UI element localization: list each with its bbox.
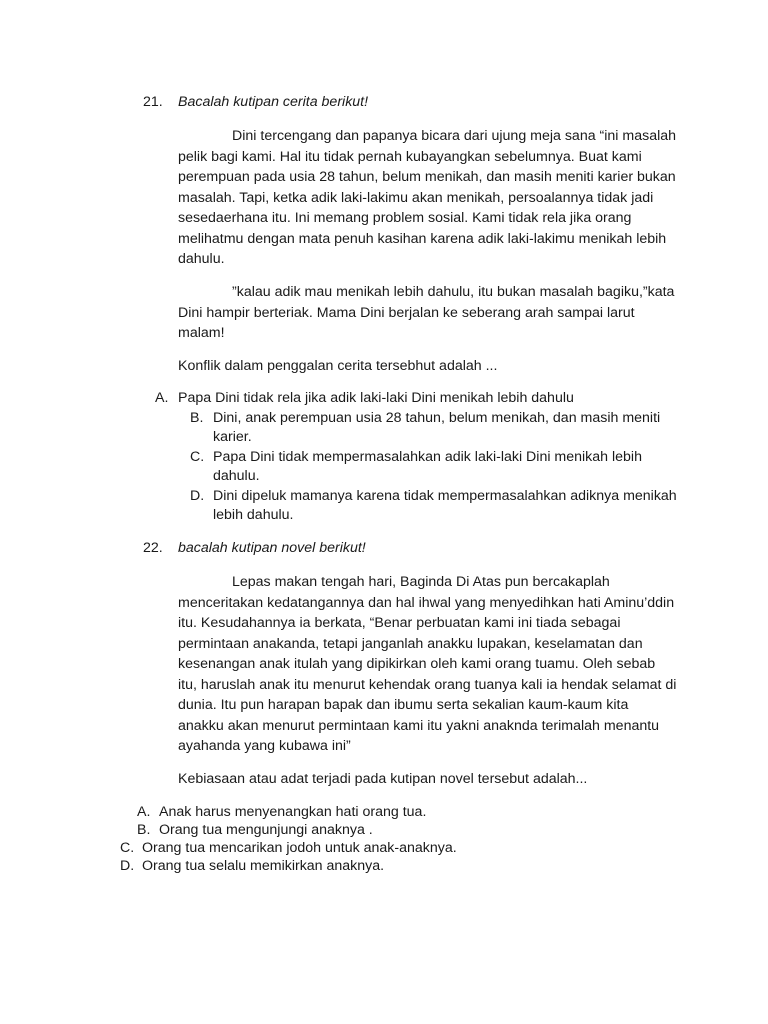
question-22-option-a[interactable] <box>137 803 426 822</box>
question-21-instruction: Bacalah kutipan cerita berikut! <box>178 94 369 110</box>
question-21-option-c[interactable] <box>155 448 685 487</box>
question-22-number: 22. <box>143 540 163 556</box>
question-21-option-b[interactable] <box>155 409 685 448</box>
question-22-option-c[interactable] <box>120 839 457 858</box>
question-21-heading <box>143 94 368 110</box>
question-21-options <box>155 389 685 526</box>
option-label: A. <box>137 804 151 820</box>
question-22-option-b[interactable] <box>137 821 373 840</box>
question-21-passage-paragraph-2: ”kalau adik mau menikah lebih dahulu, itu bukan masalah bagiku,”kata Dini hampir berteriak. Mama Dini berjalan ke seberang arah sampai larut malam! <box>178 284 675 341</box>
question-21-option-a[interactable] <box>155 389 685 409</box>
option-text: Orang tua selalu memikirkan anaknya. <box>142 858 385 874</box>
option-text: Dini, anak perempuan usia 28 tahun, belum menikah, dan masih meniti karier. <box>213 409 661 445</box>
question-22-instruction: bacalah kutipan novel berikut! <box>178 540 366 556</box>
question-21-passage-paragraph-1: Dini tercengang dan papanya bicara dari ujung meja sana “ini masalah pelik bagi kami. Hal itu tidak pernah kubayangkan sebelumnya. Buat kami perempuan pada usia 28 tahun, belum menikah, dan masih meniti karier bukan masalah. Tapi, ketka adik laki-lakimu akan menikah, persoalannya tidak jadi sesedaerhana itu. Ini memang problem sosial. Kami tidak rela jika orang melihatmu dengan mata penuh kasihan karena adik laki-lakimu menikah lebih dahulu. <box>178 128 677 267</box>
question-21-number: 21. <box>143 94 163 110</box>
question-22-passage-paragraph: Lepas makan tengah hari, Baginda Di Atas pun bercakaplah menceritakan kedatangannya dan hal ihwal yang menyedihkan hati Aminu’ddin itu. Kesudahannya ia berkata, “Benar perbuatan kami ini tiada sebagai permintaan anakanda, tetapi janganlah anakku lupakan, keselamatan dan kesenangan anak itulah yang dipikirkan oleh kami orang tuamu. Oleh sebab itu, haruslah anak itu menurut kehendak orang tuanya kali ia hendak selamat di dunia. Itu pun harapan bapak dan ibumu serta sekalian kaum-kaum kita anakku akan menurut permintaan kami itu yakni anaknda terimalah menantu ayahanda yang kubawa ini” <box>178 574 677 754</box>
option-text: Orang tua mengunjungi anaknya . <box>159 822 373 838</box>
option-text: Anak harus menyenangkan hati orang tua. <box>159 804 427 820</box>
option-label: D. <box>190 487 205 504</box>
option-text: Papa Dini tidak mempermasalahkan adik laki-laki Dini menikah lebih dahulu. <box>213 448 642 484</box>
option-label: C. <box>190 448 205 465</box>
option-label: A. <box>155 390 169 406</box>
question-22-heading <box>143 540 366 556</box>
option-label: D. <box>120 858 135 874</box>
question-21-option-d[interactable] <box>155 487 685 526</box>
question-22-prompt: Kebiasaan atau adat terjadi pada kutipan novel tersebut adalah... <box>178 771 588 787</box>
option-text: Papa Dini tidak rela jika adik laki-laki Dini menikah lebih dahulu <box>178 390 574 406</box>
option-label: B. <box>190 409 204 426</box>
question-21-prompt: Konflik dalam penggalan cerita tersebhut adalah ... <box>178 358 498 374</box>
option-text: Orang tua mencarikan jodoh untuk anak-anaknya. <box>142 840 457 856</box>
option-text: Dini dipeluk mamanya karena tidak mempermasalahkan adiknya menikah lebih dahulu. <box>213 487 677 523</box>
question-22-option-d[interactable] <box>120 857 384 876</box>
option-label: C. <box>120 840 135 856</box>
option-label: B. <box>137 822 151 838</box>
